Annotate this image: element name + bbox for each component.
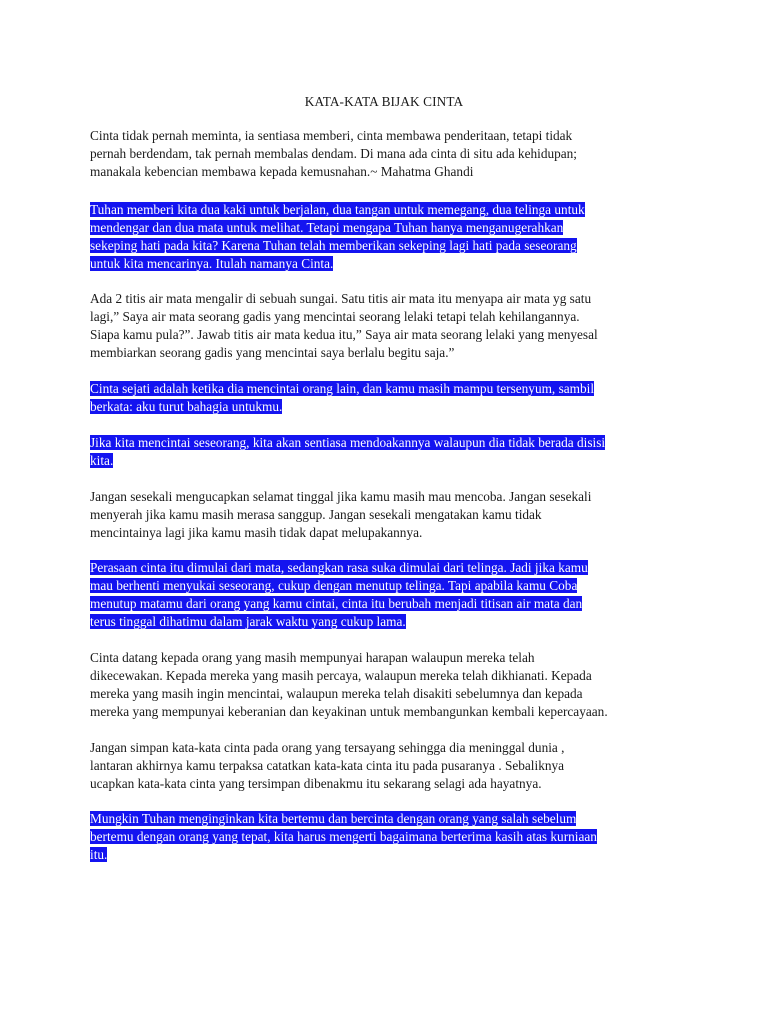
text-line: membiarkan seorang gadis yang mencintai saya berlalu begitu saja.” (90, 345, 455, 360)
selected-text-line[interactable]: Tuhan memberi kita dua kaki untuk berjalan, dua tangan untuk memegang, dua telinga untuk (90, 202, 585, 217)
selected-text-line[interactable]: Mungkin Tuhan menginginkan kita bertemu dan bercinta dengan orang yang salah sebelum (90, 811, 577, 826)
text-line: pernah berdendam, tak pernah membalas dendam. Di mana ada cinta di situ ada kehidupan; (90, 146, 578, 161)
text-line: Cinta tidak pernah meminta, ia sentiasa memberi, cinta membawa penderitaan, tetapi tidak (90, 128, 573, 143)
selected-text-line[interactable]: Perasaan cinta itu dimulai dari mata, sedangkan rasa suka dimulai dari telinga. Jadi jika kamu (90, 560, 588, 575)
text-line: mencintainya lagi jika kamu masih tidak dapat melupakannya. (90, 525, 423, 540)
paragraph-jangan-sesekali (90, 488, 682, 542)
text-line: Jangan sesekali mengucapkan selamat tinggal jika kamu masih mau mencoba. Jangan sesekali (90, 489, 592, 504)
paragraph-highlighted-perasaan-cinta[interactable] (90, 559, 682, 631)
text-line: menyerah jika kamu masih merasa sanggup. Jangan sesekali mengatakan kamu tidak (90, 507, 542, 522)
selected-text-line[interactable]: mendengar dan dua mata untuk melihat. Tetapi mengapa Tuhan hanya menganugerahkan (90, 220, 564, 235)
text-line: Cinta datang kepada orang yang masih mempunyai harapan walaupun mereka telah (90, 650, 535, 665)
selected-text-line[interactable]: Cinta sejati adalah ketika dia mencintai orang lain, dan kamu masih mampu tersenyum, sambil (90, 381, 595, 396)
text-line: mereka yang mempunyai keberanian dan keyakinan untuk membangunkan kembali kepercayaan. (90, 704, 608, 719)
paragraph-highlighted-tuhan-memberi[interactable] (90, 201, 682, 273)
text-line: ucapkan kata-kata cinta yang tersimpan dibenakmu itu sekarang selagi ada hayatnya. (90, 776, 542, 791)
text-line: Ada 2 titis air mata mengalir di sebuah sungai. Satu titis air mata itu menyapa air mata yg satu (90, 291, 592, 306)
paragraph-highlighted-jika-kita[interactable] (90, 434, 682, 470)
selected-text-line[interactable]: menutup matamu dari orang yang kamu cintai, cinta itu berubah menjadi titisan air mata dan (90, 596, 583, 611)
selected-text-line[interactable]: untuk kita mencarinya. Itulah namanya Cinta. (90, 256, 334, 271)
selected-text-line[interactable]: itu. (90, 847, 108, 862)
text-line: manakala kebencian membawa kepada kemusnahan.~ Mahatma Ghandi (90, 164, 474, 179)
paragraph-highlighted-cinta-sejati[interactable] (90, 380, 682, 416)
selected-text-line[interactable]: kita. (90, 453, 114, 468)
selected-text-line[interactable]: sekeping hati pada kita? Karena Tuhan telah memberikan sekeping lagi hati pada seseorang (90, 238, 577, 253)
text-line: dikecewakan. Kepada mereka yang masih percaya, walaupun mereka telah dikhianati. Kepada (90, 668, 592, 683)
text-line: Jangan simpan kata-kata cinta pada orang yang tersayang sehingga dia meninggal dunia , (90, 740, 565, 755)
paragraph-jangan-simpan (90, 739, 682, 793)
text-line: lantaran akhirnya kamu terpaksa catatkan kata-kata cinta itu pada pusaranya . Sebaliknya (90, 758, 565, 773)
selected-text-line[interactable]: terus tinggal dihatimu dalam jarak waktu yang cukup lama. (90, 614, 406, 629)
selected-text-line[interactable]: Jika kita mencintai seseorang, kita akan sentiasa mendoakannya walaupun dia tidak berada disisi (90, 435, 606, 450)
paragraph-highlighted-mungkin-tuhan[interactable] (90, 810, 682, 864)
text-line: lagi,” Saya air mata seorang gadis yang mencintai seorang lelaki tetapi telah kehilangannya. (90, 309, 580, 324)
selected-text-line[interactable]: mau berhenti menyukai seseorang, cukup dengan menutup telinga. Tapi apabila kamu Coba (90, 578, 578, 593)
paragraph-cinta-datang (90, 649, 682, 721)
text-line: Siapa kamu pula?”. Jawab titis air mata kedua itu,” Saya air mata seorang lelaki yang menyesal (90, 327, 598, 342)
text-line: mereka yang masih ingin mencintai, walaupun mereka telah disakiti sebelumnya dan kepada (90, 686, 583, 701)
selected-text-line[interactable]: berkata: aku turut bahagia untukmu. (90, 399, 283, 414)
selected-text-line[interactable]: bertemu dengan orang yang tepat, kita harus mengerti bagaimana berterima kasih atas kurniaan (90, 829, 597, 844)
document-title: KATA-KATA BIJAK CINTA (304, 94, 464, 109)
paragraph-ghandi-quote (90, 127, 682, 181)
paragraph-air-mata (90, 290, 682, 362)
